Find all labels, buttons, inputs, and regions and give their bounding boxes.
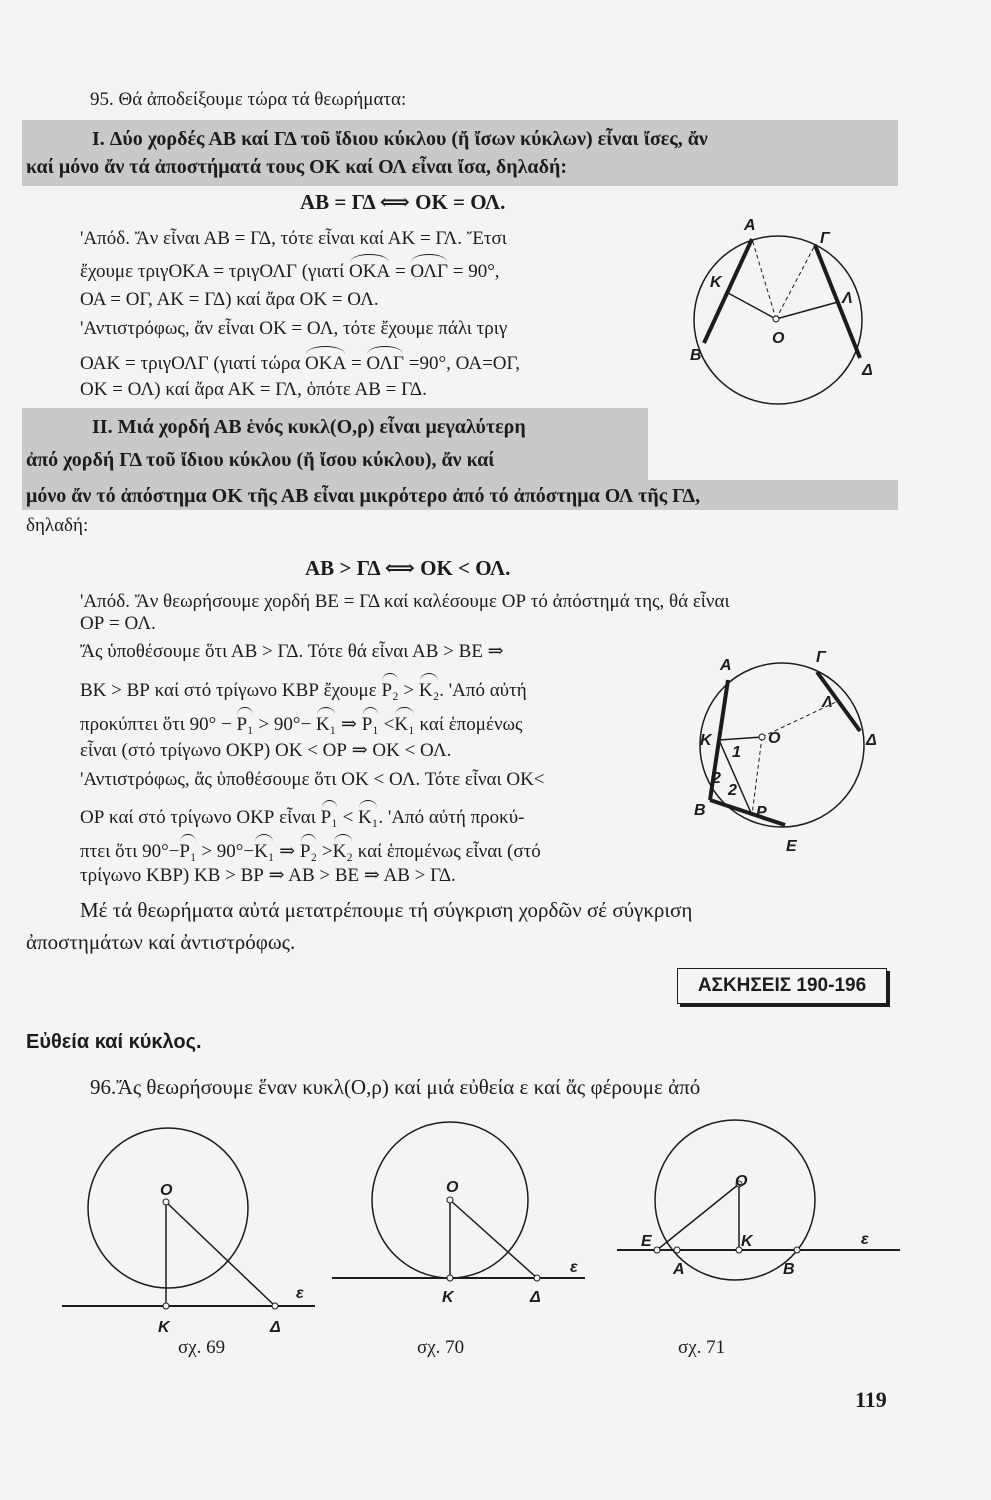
figure-70 xyxy=(330,1130,590,1330)
equals-90-text: =90°, ΟΑ=ΟΓ, xyxy=(408,353,520,374)
point-k xyxy=(447,1275,453,1281)
theorem-1-line-2: καί μόνο ἄν τά ἀποστήματά τους ΟΚ καί ΟΛ εἶναι ἴσα, δηλαδή: xyxy=(26,156,567,178)
point-o xyxy=(773,316,779,322)
proof-text: ΟΑΚ = τριγΟΛΓ (γιατί τώρα xyxy=(80,353,301,374)
equals-90-text: = 90°, xyxy=(452,261,500,282)
segment-oa xyxy=(752,239,776,319)
caption-fig-70: σχ. 70 xyxy=(417,1337,465,1358)
label-d: Δ xyxy=(862,362,873,379)
angle-k2: Κ₂ xyxy=(418,680,440,701)
theorem-1-proof-line-1: 'Απόδ. Ἄν εἶναι ΑΒ = ΓΔ, τότε εἶναι καί ΑΚ = ΓΛ. Ἔτσι xyxy=(80,228,507,249)
label-d: Δ xyxy=(530,1289,541,1306)
angle-olg: ΟΛΓ xyxy=(366,353,404,374)
angle-k1: Κ₁ xyxy=(358,807,379,828)
proof-text: . 'Από αὐτή προκύ- xyxy=(378,807,525,828)
theorem-1-proof-line-3: ΟΑ = ΟΓ, ΑΚ = ΓΔ) καί ἄρα ΟΚ = ΟΛ. xyxy=(80,289,379,310)
angle-p2: Ρ₂ xyxy=(299,841,318,862)
label-d: Δ xyxy=(866,732,877,749)
label-b: Β xyxy=(783,1261,795,1278)
label-o: O xyxy=(446,1179,459,1196)
segment-ok xyxy=(728,293,776,319)
theorem-1-proof-line-5 xyxy=(80,352,520,376)
proof-text: προκύπτει ὅτι 90° − xyxy=(80,714,232,735)
label-e: Ε xyxy=(786,838,797,855)
segment-od xyxy=(450,1200,537,1278)
caption-fig-69: σχ. 69 xyxy=(178,1337,226,1358)
point-e xyxy=(654,1247,660,1253)
segment-od xyxy=(166,1202,275,1306)
proof-text: > 90°− xyxy=(258,714,312,735)
label-e-line: ε xyxy=(861,1231,869,1248)
point-o xyxy=(447,1197,453,1203)
point-d xyxy=(534,1275,540,1281)
theorem-2-proof-line-3: Ἄς ὑποθέσουμε ὅτι ΑΒ > ΓΔ. Τότε θά εἶναι ΑΒ > ΒΕ ⇒ xyxy=(80,641,504,662)
label-g: Γ xyxy=(816,649,826,666)
point-b xyxy=(794,1247,800,1253)
angle-k1: Κ₁ xyxy=(394,714,415,735)
theorem-2-proof-line-5 xyxy=(80,713,523,737)
theorem-1-line-1: I. Δύο χορδές ΑΒ καί ΓΔ τοῦ ἴδιου κύκλου (ἤ ἴσων κύκλων) εἶναι ἴσες, ἄν xyxy=(92,128,708,150)
label-e-point: Ε xyxy=(641,1233,652,1250)
label-o: O xyxy=(772,330,785,347)
theorem-2-line-1: II. Μιά χορδή ΑΒ ἑνός κυκλ(Ο,ρ) εἶναι μεγαλύτερη xyxy=(92,416,526,438)
page-number: 119 xyxy=(855,1387,887,1412)
theorem-2-line-4: δηλαδή: xyxy=(26,515,89,536)
implies-sign: ⇒ xyxy=(279,841,296,862)
theorem-2-proof-line-1: 'Απόδ. Ἄν θεωρήσουμε χορδή ΒΕ = ΓΔ καί καλέσουμε ΟΡ τό ἀπόστημά της, θά εἶναι xyxy=(80,591,730,612)
label-p: P xyxy=(756,804,767,821)
chord-ab xyxy=(704,239,752,343)
segment-ok xyxy=(719,737,762,740)
proof-text: > 90°− xyxy=(201,841,255,862)
angle-p1: Ρ₁ xyxy=(236,714,254,735)
lt-sign: < xyxy=(383,714,395,735)
figure-69 xyxy=(60,1140,320,1340)
theorem-2-formula: ΑΒ > ΓΔ ⟺ ΟΚ < ΟΛ. xyxy=(305,556,511,580)
proof-text: ΟΡ καί στό τρίγωνο ΟΚΡ εἶναι xyxy=(80,807,316,828)
proof-text: καί ἑπομένως εἶναι (στό xyxy=(357,841,541,862)
label-b: Β xyxy=(694,802,706,819)
label-a: Α xyxy=(744,217,756,234)
point-k xyxy=(163,1303,169,1309)
proof-text: ἔχουμε τριγΟΚΑ = τριγΟΛΓ (γιατί xyxy=(80,261,345,282)
circle xyxy=(700,663,864,827)
label-d: Δ xyxy=(270,1319,281,1336)
circle xyxy=(88,1128,248,1288)
theorem-1-proof-line-4: 'Αντιστρόφως, ἄν εἶναι ΟΚ = ΟΛ, τότε ἔχουμε πάλι τριγ xyxy=(80,318,508,339)
theorem-2-proof-line-6: εἶναι (στό τρίγωνο ΟΚΡ) ΟΚ < ΟΡ ⇒ ΟΚ < ΟΛ. xyxy=(80,740,452,761)
section-96-text: 96.Ἄς θεωρήσουμε ἕναν κυκλ(Ο,ρ) καί μιά εὐθεία ε καί ἄς φέρουμε ἀπό xyxy=(90,1075,701,1099)
conclusion-line-2: ἀποστημάτων καί ἀντιστρόφως. xyxy=(26,930,296,954)
point-o xyxy=(163,1199,169,1205)
theorem-1-proof-line-2 xyxy=(80,260,500,284)
angle-p1: Ρ₁ xyxy=(361,714,379,735)
angle-p1: Ρ₁ xyxy=(320,807,338,828)
label-k: Κ xyxy=(158,1319,170,1336)
theorem-2-line-2: ἀπό χορδή ΓΔ τοῦ ἴδιου κύκλου (ἤ ἴσου κύκλου), ἄν καί xyxy=(26,449,495,471)
proof-text: πτει ὅτι 90°− xyxy=(80,841,180,862)
theorem-2-line-3: μόνο ἄν τό ἀπόστημα ΟΚ τῆς ΑΒ εἶναι μικρότερο ἀπό τό ἀπόστημα ΟΛ τῆς ΓΔ, xyxy=(26,485,701,507)
section-96-title: Εὐθεία καί κύκλος. xyxy=(26,1031,202,1053)
point-d xyxy=(272,1303,278,1309)
equals-text: = xyxy=(394,261,406,282)
label-b: Β xyxy=(690,347,702,364)
implies-sign: ⇒ xyxy=(341,714,357,735)
figure-theorem-1 xyxy=(690,215,873,410)
label-o: O xyxy=(735,1173,748,1190)
proof-text: καί ἑπομένως xyxy=(419,714,523,735)
label-2: 2 xyxy=(712,770,721,787)
theorem-2-proof-line-4 xyxy=(80,679,527,703)
label-l: Λ xyxy=(822,694,833,711)
theorem-2-proof-line-9 xyxy=(80,840,541,864)
label-k: Κ xyxy=(442,1289,454,1306)
label-k: Κ xyxy=(741,1233,753,1250)
label-2b: 2 xyxy=(728,782,737,799)
proof-text: . 'Από αὐτή xyxy=(439,680,527,701)
section-95-heading: 95. Θά ἀποδείξουμε τώρα τά θεωρήματα: xyxy=(90,89,407,110)
angle-k1: Κ₁ xyxy=(254,841,275,862)
label-a: Α xyxy=(673,1261,685,1278)
label-k: Κ xyxy=(700,732,712,749)
angle-k2: Κ₂ xyxy=(332,841,353,862)
angle-k1: Κ₁ xyxy=(315,714,337,735)
figure-theorem-2 xyxy=(690,645,890,855)
angle-olg: ΟΛΓ xyxy=(410,261,448,282)
angle-oka: ΟΚΑ xyxy=(305,353,347,374)
segment-oe xyxy=(657,1184,739,1250)
theorem-2-proof-line-2: ΟΡ = ΟΛ. xyxy=(80,613,156,634)
gt-sign: > xyxy=(403,680,415,701)
gt-sign: > xyxy=(321,841,333,862)
lt-sign: < xyxy=(342,807,354,828)
circle xyxy=(655,1120,815,1280)
angle-oka: ΟΚΑ xyxy=(349,261,391,282)
theorem-1-proof-line-6: ΟΚ = ΟΛ) καί ἄρα ΑΚ = ΓΛ, ὁπότε ΑΒ = ΓΔ. xyxy=(80,379,427,400)
label-o: O xyxy=(160,1182,173,1199)
segment-og xyxy=(776,245,815,319)
label-g: Γ xyxy=(820,230,830,247)
label-k: Κ xyxy=(710,274,722,291)
caption-fig-71: σχ. 71 xyxy=(678,1337,726,1358)
segment-ol xyxy=(776,302,838,319)
theorem-2-proof-line-8 xyxy=(80,806,524,830)
label-1: 1 xyxy=(732,744,741,761)
figure-71 xyxy=(615,1140,905,1300)
label-e: ε xyxy=(570,1259,578,1276)
proof-text: ΒΚ > ΒΡ καί στό τρίγωνο ΚΒΡ ἔχουμε xyxy=(80,680,377,701)
label-a: Α xyxy=(720,657,732,674)
equals-text: = xyxy=(350,353,362,374)
point-o xyxy=(759,734,765,740)
theorem-2-proof-line-7: 'Αντιστρόφως, ἄς ὑποθέσουμε ὅτι ΟΚ < ΟΛ. Τότε εἶναι ΟΚ< xyxy=(80,769,545,790)
label-o: O xyxy=(768,730,781,747)
angle-p2: Ρ₂ xyxy=(381,680,399,701)
angle-p1: Ρ₁ xyxy=(179,841,197,862)
theorem-1-formula: ΑΒ = ΓΔ ⟺ ΟΚ = ΟΛ. xyxy=(300,190,506,214)
point-a xyxy=(674,1247,680,1253)
conclusion-line-1: Μέ τά θεωρήματα αὐτά μετατρέπουμε τή σύγκριση χορδῶν σέ σύγκριση xyxy=(80,898,693,922)
exercises-box: ΑΣΚΗΣΕΙΣ 190-196 xyxy=(677,968,887,1004)
theorem-2-proof-line-10: τρίγωνο ΚΒΡ) ΚΒ > ΒΡ ⇒ ΑΒ > ΒΕ ⇒ ΑΒ > ΓΔ. xyxy=(80,865,456,886)
label-l: Λ xyxy=(842,290,853,307)
label-e: ε xyxy=(296,1285,304,1302)
